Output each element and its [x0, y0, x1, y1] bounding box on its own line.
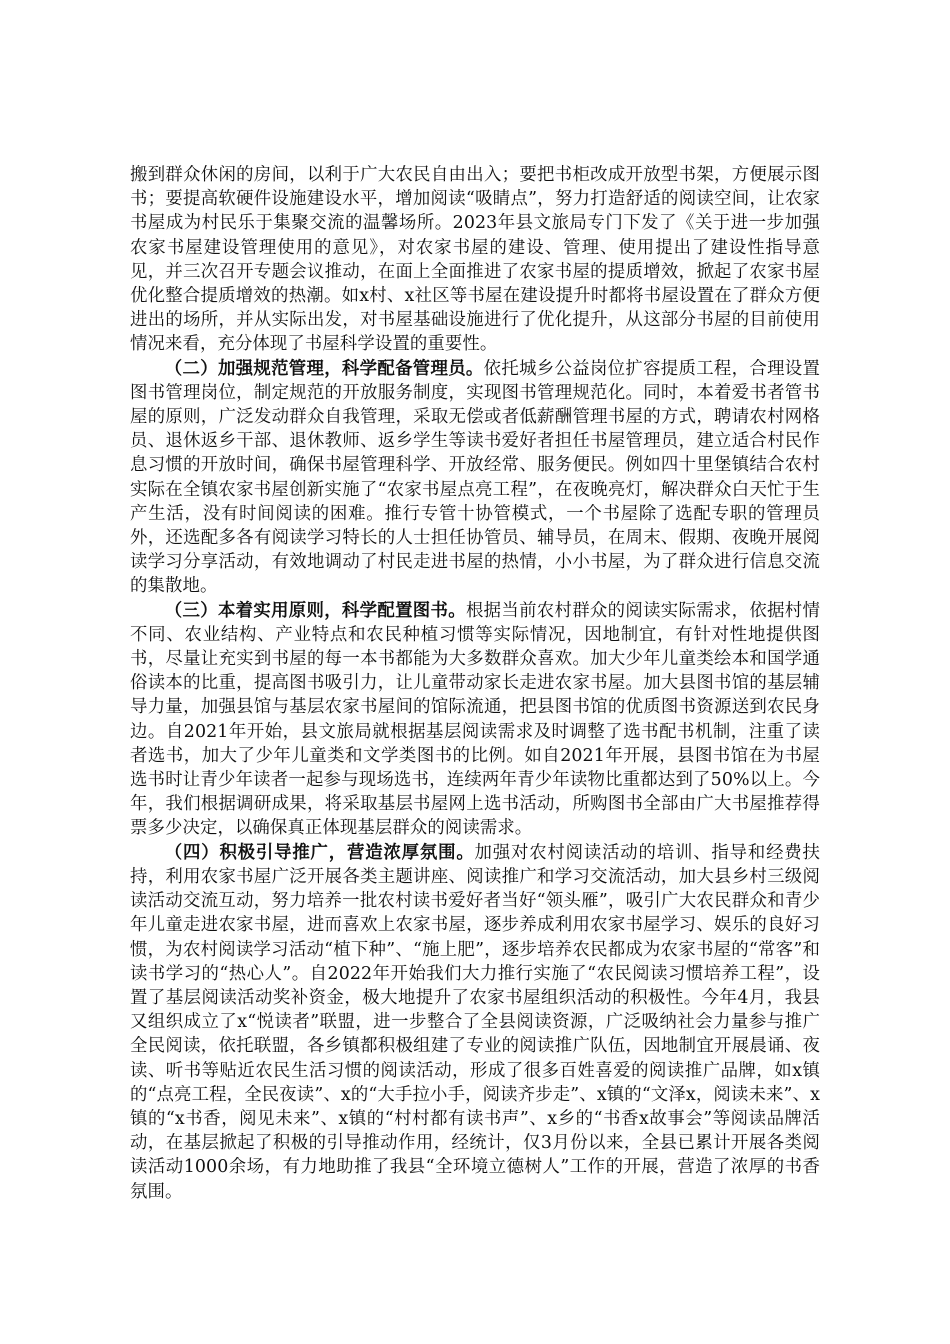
paragraph-section-2	[130, 357, 820, 599]
paragraph-section-4	[130, 841, 820, 1204]
paragraph-section-3	[130, 599, 820, 841]
paragraph-text: 根据当前农村群众的阅读实际需求，依据村情不同、农业结构、产业特点和农民种植习惯等实际情况，因地制宜，有针对性地提供图书，尽量让充实到书屋的每一本书都能为大多数群众喜欢。加大少年儿童类绘本和国学通俗读本的比重，提高图书吸引力，让儿童带动家长走进农家书屋。加大县图书馆的基层辅导力量，加强县馆与基层农家书屋间的馆际流通，把县图书馆的优质图书资源送到农民身边。自2021年开始，县文旅局就根据基层阅读需求及时调整了选书配书机制，注重了读者选书，加大了少年儿童类和文学类图书的比例。如自2021年开展，县图书馆在为书屋选书时让青少年读者一起参与现场选书，连续两年青少年读物比重都达到了50%以上。今年，我们根据调研成果，将采取基层书屋网上选书活动，所购图书全部由广大书屋推荐得票多少决定，以确保真正体现基层群众的阅读需求。	[130, 600, 820, 839]
section-heading: （四）积极引导推广，营造浓厚氛围。	[164, 842, 475, 863]
paragraph-text: 加强对农村阅读活动的培训、指导和经费扶持，利用农家书屋广泛开展各类主题讲座、阅读推广和学习交流活动，加大县乡村三级阅读活动交流互动，努力培养一批农村读书爱好者当好“领头雁”，吸引广大农民群众和青少年儿童走进农家书屋，进而喜欢上农家书屋，逐步养成利用农家书屋学习、娱乐的良好习惯，为农村阅读学习活动“植下种”、“施上肥”，逐步培养农民都成为农家书屋的“常客”和读书学习的“热心人”。自2022年开始我们大力推行实施了“农民阅读习惯培养工程”，设置了基层阅读活动奖补资金，极大地提升了农家书屋组织活动的积极性。今年4月，我县又组织成立了x“悦读者”联盟，进一步整合了全县阅读资源，广泛吸纳社会力量参与推广全民阅读，依托联盟，各乡镇都积极组建了专业的阅读推广队伍，因地制宜开展晨诵、夜读、听书等贴近农民生活习惯的阅读活动，形成了很多百姓喜爱的阅读推广品牌，如x镇的“点亮工程，全民夜读”、x的“大手拉小手，阅读齐步走”、x镇的“文泽x，阅读未来”、x镇的“x书香，阅见未来”、x镇的“村村都有读书声”、x乡的“书香x故事会”等阅读品牌活动，在基层掀起了积极的引导推动作用，经统计，仅3月份以来，全县已累计开展各类阅读活动1000余场，有力地助推了我县“全环境立德树人”工作的开展，营造了浓厚的书香氛围。	[130, 842, 821, 1202]
paragraph-text: 依托城乡公益岗位扩容提质工程，合理设置图书管理岗位，制定规范的开放服务制度，实现图书管理规范化。同时，本着爱书者管书屋的原则，广泛发动群众自我管理，采取无偿或者低薪酬管理书屋的方式，聘请农村网格员、退休返乡干部、退休教师、返乡学生等读书爱好者担任书屋管理员，建立适合村民作息习惯的开放时间，确保书屋管理科学、开放经常、服务便民。例如四十里堡镇结合农村实际在全镇农家书屋创新实施了“农家书屋点亮工程”，在夜晚亮灯，解决群众白天忙于生产生活，没有时间阅读的困难。推行专管十协管模式，一个书屋除了选配专职的管理员外，还选配多各有阅读学习特长的人士担任协管员、辅导员，在周末、假期、夜晚开展阅读学习分享活动，有效地调动了村民走进书屋的热情，小小书屋，为了群众进行信息交流的集散地。	[130, 358, 820, 597]
paragraph-text: 搬到群众休闲的房间，以利于广大农民自由出入；要把书柜改成开放型书架，方便展示图书；要提高软硬件设施建设水平，增加阅读“吸睛点”，努力打造舒适的阅读空间，让农家书屋成为村民乐于集聚交流的温馨场所。2023年县文旅局专门下发了《关于进一步加强农家书屋建设管理使用的意见》，对农家书屋的建设、管理、使用提出了建设性指导意见，并三次召开专题会议推动，在面上全面推进了农家书屋的提质增效，掀起了农家书屋优化整合提质增效的热潮。如x村、x社区等书屋在建设提升时都将书屋设置在了群众方便进出的场所，并从实际出发，对书屋基础设施进行了优化提升，从这部分书屋的目前使用情况来看，充分体现了书屋科学设置的重要性。	[130, 165, 820, 355]
section-heading: （二）加强规范管理，科学配备管理员。	[164, 358, 484, 379]
section-heading: （三）本着实用原则，科学配置图书。	[164, 600, 466, 621]
document-body	[130, 163, 820, 1204]
paragraph-continuation	[130, 163, 820, 357]
